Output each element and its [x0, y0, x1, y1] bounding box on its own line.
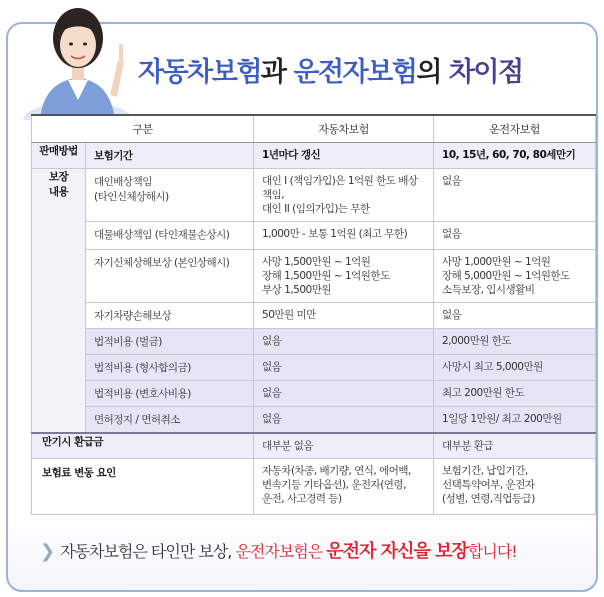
table-row: [32, 458, 596, 514]
row-driver-value: 대부분 환급: [434, 433, 596, 459]
row-driver-value: 2,000만원 한도: [434, 328, 596, 354]
row-car-value: 1년마다 갱신: [254, 142, 434, 168]
row-car-value: 자동차(차종, 배기량, 연식, 에어백, 변속기등 기타옵션), 운전자(연령, 운전, 사고경력 등): [254, 458, 434, 514]
title-part5: 차이점: [448, 57, 523, 88]
chevron-right-icon: ❯: [40, 541, 55, 562]
row-subcategory: 법적비용 (형사합의금): [86, 354, 254, 380]
table-row: [32, 328, 596, 354]
row-car-value: 1,000만 - 보통 1억원 (최고 무한): [254, 221, 434, 249]
row-category: 보험료 변동 요인: [32, 458, 254, 514]
row-driver-value: 1일당 1만원/ 최고 200만원: [434, 406, 596, 433]
row-car-value: 대인 I (책임가입)은 1억원 한도 배상책임, 대인 II (임의가입)는 무한: [254, 168, 434, 221]
header-category: 구분: [32, 115, 254, 142]
table-row: [32, 168, 596, 221]
row-driver-value: 최고 200만원 한도: [434, 380, 596, 406]
row-subcategory: 대인배상책임 (타인신체상해시): [86, 168, 254, 221]
row-car-value: 없음: [254, 380, 434, 406]
table-row: [32, 433, 596, 459]
row-driver-value: 없음: [434, 168, 596, 221]
row-subcategory: 면허정지 / 면허취소: [86, 406, 254, 433]
title-part1: 자동차보험: [138, 57, 261, 88]
message-part2: 운전자보험은: [235, 542, 327, 561]
table-row: [32, 249, 596, 302]
comparison-table: [31, 114, 596, 515]
row-car-value: 대부분 없음: [254, 433, 434, 459]
title-part4: 의: [416, 57, 449, 88]
row-car-value: 없음: [254, 354, 434, 380]
row-driver-value: 보험기간, 납입기간, 선택특약여부, 운전자 (성별, 연령,직업등급): [434, 458, 596, 514]
message-part1: 자동차보험은 타인만 보상,: [60, 542, 236, 561]
row-driver-value: 없음: [434, 221, 596, 249]
header-driver-insurance: 운전자보험: [434, 115, 596, 142]
table-row: [32, 354, 596, 380]
row-subcategory: 법적비용 (변호사비용): [86, 380, 254, 406]
row-car-value: 없음: [254, 406, 434, 433]
row-driver-value: 없음: [434, 302, 596, 328]
row-car-value: 사망 1,500만원 ~ 1억원 장해 1,500만원 ~ 1억원한도 부상 1,500만원: [254, 249, 434, 302]
row-subcategory: 자기차량손해보상: [86, 302, 254, 328]
row-car-value: 없음: [254, 328, 434, 354]
table-row: [32, 406, 596, 433]
table-row: [32, 221, 596, 249]
page-title: [138, 50, 558, 94]
row-driver-value: 10, 15년, 60, 70, 80세만기: [434, 142, 596, 168]
woman-illustration: [20, 0, 135, 120]
row-category: 판매방법: [32, 142, 86, 168]
message-part3: 운전자 자신을 보장: [326, 541, 468, 562]
table-row: [32, 142, 596, 168]
row-subcategory: 자기신체상해보상 (본인상해시): [86, 249, 254, 302]
summary-message: [40, 537, 580, 567]
title-part3: 운전자보험: [293, 57, 417, 88]
row-category: 만기시 환급금: [32, 433, 254, 459]
table-row: [32, 380, 596, 406]
row-subcategory: 대물배상책임 (타인재물손상시): [86, 221, 254, 249]
table-row: [32, 302, 596, 328]
row-driver-value: 사망시 최고 5,000만원: [434, 354, 596, 380]
title-part2: 과: [260, 57, 294, 88]
row-driver-value: 사망 1,000만원 ~ 1억원 장해 5,000만원 ~ 1억원한도 소득보장, 입시생활비: [434, 249, 596, 302]
message-part4: 합니다!: [467, 542, 517, 561]
row-category: 보장 내용: [32, 168, 86, 433]
header-car-insurance: 자동차보험: [254, 115, 434, 142]
row-subcategory: 법적비용 (벌금): [86, 328, 254, 354]
row-subcategory: 보험기간: [86, 142, 254, 168]
table-header-row: [32, 115, 596, 142]
row-car-value: 50만원 미만: [254, 302, 434, 328]
